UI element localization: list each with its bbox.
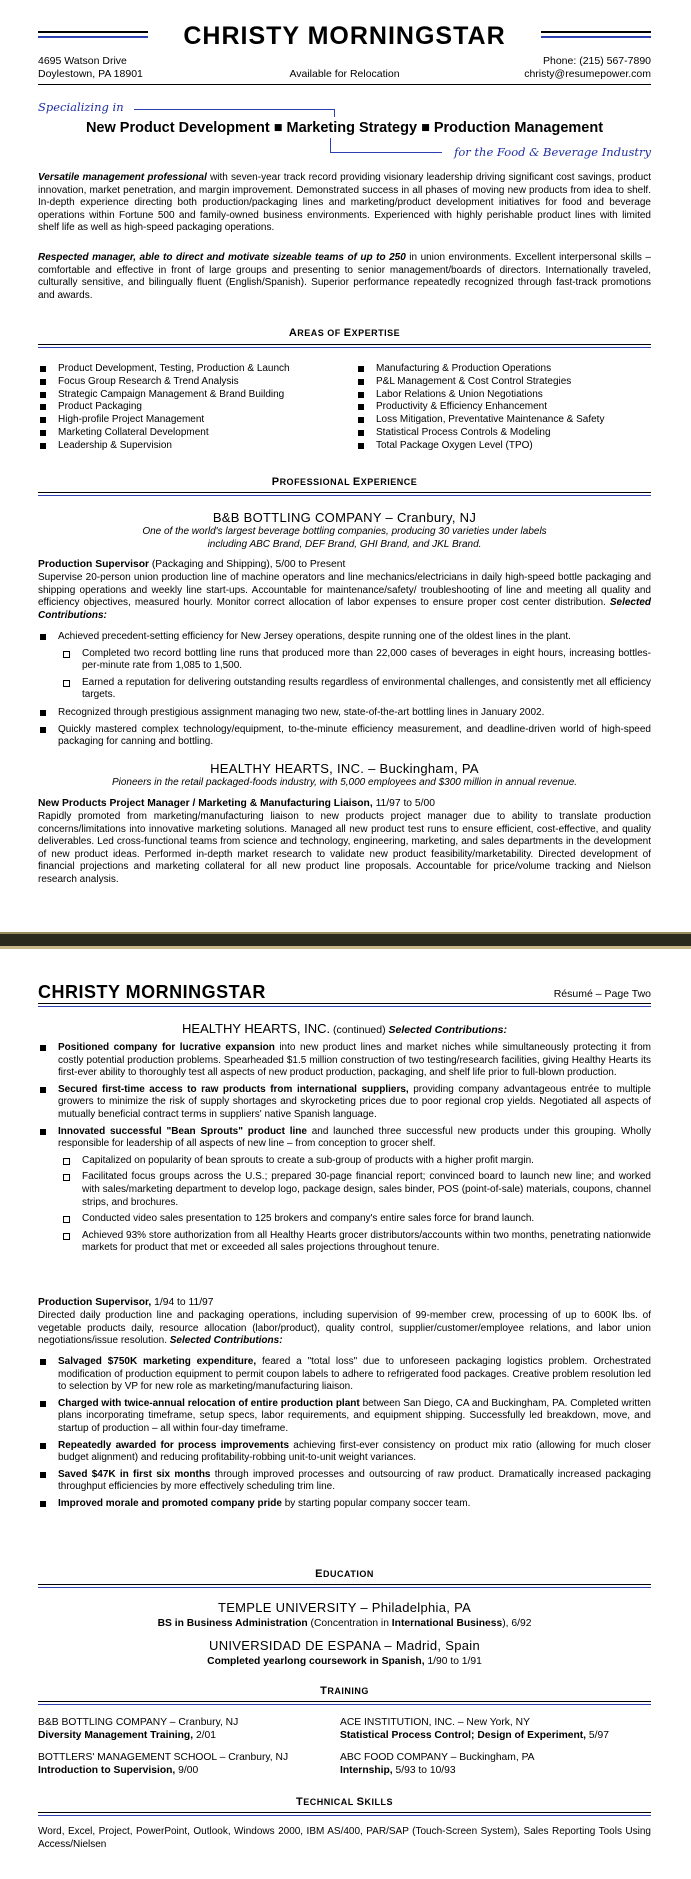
- expertise-item: High-profile Project Management: [38, 414, 338, 427]
- technical-skills-heading: TECHNICAL SKILLS: [296, 1796, 393, 1808]
- bb-role-text: Supervise 20-person union production line of machine operators and line mechanics/electricians in daily high-speed bottle packaging and shipping operations and weekly line start-ups. Accountable for maintenance/safety/ troubleshooting of line and meeting all quality and efficiency objectives, measured hourly. Monitor correct allocation of labor expenses to ensure proper cost center distribution.: [38, 572, 651, 609]
- education-rule: [38, 1584, 651, 1585]
- hh-contrib-3-sub-1: Capitalized on popularity of bean sprouts to create a sub-group of products with a higher profit margin.: [38, 1155, 651, 1168]
- address-line-2: Doylestown, PA 18901: [38, 68, 143, 80]
- bb-company-name: B&B BOTTLING COMPANY – Cranbury, NJ: [212, 510, 477, 525]
- ps-contrib-4: Saved $47K in first six months through improved processes and outsourcing of raw product. Dramatically increased packaging throughput efficiencies by more effectively scheduling trim line.: [38, 1469, 651, 1494]
- spec-item-3: Production Management: [433, 120, 604, 136]
- spec-separator-1: ■: [273, 120, 283, 136]
- candidate-name: CHRISTY MORNINGSTAR: [38, 22, 651, 51]
- experience-blue-rule: [38, 495, 651, 496]
- hh-heading-continued: (continued): [330, 1024, 389, 1036]
- page-separator: [0, 920, 691, 958]
- expertise-item: Productivity & Efficiency Enhancement: [356, 401, 651, 414]
- bb-bullet-3: Quickly mastered complex technology/equipment, to-the-minute efficiency measurement, and deadline-driven world of high-speed packaging for canning and bottling.: [38, 724, 651, 749]
- ps-role-text: Directed daily production line and packaging operations, including supervision of 99-member crew, processing of up to 600K lbs. of vegetable products daily, resource allocation (labor/product), quality control, supplier/customer/employee relations, and labor union negotiations/issue resolution.: [38, 1310, 651, 1347]
- training-org: ABC FOOD COMPANY – Buckingham, PA: [340, 1752, 535, 1763]
- page-two-content: [38, 958, 651, 1879]
- summary-paragraph-2: [38, 252, 651, 302]
- ps-role-dates: 1/94 to 11/97: [151, 1297, 214, 1308]
- bb-bullet-1: Achieved precedent-setting efficiency for New Jersey operations, despite running one of the oldest lines in the plant.: [38, 631, 651, 644]
- training-entry-3: BOTTLERS' MANAGEMENT SCHOOL – Cranbury, NJ Introduction to Supervision, 9/00: [38, 1751, 338, 1777]
- bb-sub-bullet-2: Earned a reputation for delivering outstanding results regardless of environmental challenges, and consistently met all efficiency targets.: [38, 677, 651, 702]
- hh-role: [38, 797, 651, 810]
- page-one-content: [38, 0, 651, 920]
- industry-label: for the Food & Beverage Industry: [454, 145, 651, 159]
- experience-rule: [38, 492, 651, 493]
- bb-company-description: [38, 526, 651, 551]
- ps-contrib-2: Charged with twice-annual relocation of entire production plant between San Diego, CA and Buckingham, PA. Completed written plans incorporating timeframe, setup specs, labor requirements, and equipment shipping. Successfully led breakdown, move, and startup of production – all within four-day timeframe.: [38, 1398, 651, 1436]
- expertise-item: Loss Mitigation, Preventative Maintenance & Safety: [356, 414, 651, 427]
- hh-contrib-3-sub-2: Facilitated focus groups across the U.S.; prepared 30-page financial report; convinced board to launch new line; and worked with sales/marketing department to develop logo, package design, sales binder, POS (point-of-sale) materials, coupons, channel strips, and brochures.: [38, 1171, 651, 1209]
- training-heading: TRAINING: [320, 1685, 369, 1697]
- technical-skills-blue-rule: [38, 1815, 651, 1816]
- hh-contrib-3-sub-3: Conducted video sales presentation to 125 brokers and company's entire sales force for brand launch.: [38, 1213, 651, 1226]
- hh-continued-heading: [38, 1020, 651, 1038]
- summary-text-1: with seven-year track record providing visionary leadership driving significant cost savings, product innovation, market penetration, and margin improvement. Demonstrated success in all phases of moving new products from idea to shelf. In-depth experience directing both production/packaging lines and marketing/product development initiatives for food and beverage operations within Fortune 500 and family-owned business environments. Experienced with highly perishable product lines with limited shelf life as well as high-speed packaging operations.: [38, 172, 652, 234]
- expertise-item: Total Package Oxygen Level (TPO): [356, 440, 651, 453]
- specializing-label: Specializing in: [38, 100, 124, 114]
- expertise-item: Statistical Process Controls & Modeling: [356, 427, 651, 440]
- hh-role-dates: 11/97 to 5/00: [372, 798, 435, 809]
- ps-contributions: [38, 1356, 651, 1511]
- bb-role-dates: (Packaging and Shipping), 5/00 to Present: [149, 559, 346, 570]
- expertise-column-left: [38, 363, 338, 453]
- expertise-item: Product Development, Testing, Production & Launch: [38, 363, 338, 376]
- specialization-list: [38, 120, 651, 136]
- resume-page-two: [0, 958, 691, 1879]
- spec-separator-2: ■: [421, 120, 430, 136]
- bb-role-title: Production Supervisor: [38, 559, 149, 570]
- address-block: [38, 55, 143, 81]
- relocation-note: Available for Relocation: [289, 68, 400, 80]
- summary-text-2: in union environments. Excellent interpersonal skills – comfortable and effective in front of large groups and presenting to senior management/boards of directors. Internationally traveled, culturally sensitive, and bilingually fluent (English/Spanish). Superior performance repeatedly recognized through fast-track promotions and awards.: [38, 252, 651, 301]
- experience-heading: PROFESSIONAL EXPERIENCE: [271, 476, 418, 488]
- training-org: B&B BOTTLING COMPANY – Cranbury, NJ: [38, 1717, 239, 1728]
- hh-contrib-1: Positioned company for lucrative expansion into new product lines and market niches while simultaneously protecting it from costly potential production problems. Spearheaded $1.5 million construction of two testing/research facilities, giving Healthy Hearts its first-ever ability to thoroughly test all aspects of new product production, packaging, and shelf life prior to full-blown production.: [38, 1042, 651, 1080]
- page-two-name: CHRISTY MORNINGSTAR: [38, 982, 266, 1002]
- training-org: BOTTLERS' MANAGEMENT SCHOOL – Cranbury, NJ: [38, 1752, 289, 1763]
- page-separator-band: [0, 932, 691, 949]
- summary-paragraph-1: [38, 172, 651, 235]
- education-degree-1: BS in Business Administration (Concentration in International Business), 6/92: [157, 1618, 532, 1629]
- expertise-heading: AREAS OF EXPERTISE: [288, 327, 401, 339]
- expertise-item: Marketing Collateral Development: [38, 427, 338, 440]
- bb-desc-line-2: including ABC Brand, DEF Brand, GHI Brand, and JKL Brand.: [207, 538, 482, 550]
- resume-page-one: [0, 0, 691, 920]
- expertise-rule: [38, 344, 651, 345]
- bb-sub-bullet-1: Completed two record bottling line runs that produced more than 22,000 cases of beverages in eight hours, increasing bottles-per-minute rate from 1,085 to 1,500.: [38, 648, 651, 673]
- hh-contrib-3-sub-4: Achieved 93% store authorization from all Healthy Hearts grocer distributors/accounts within two months, penetrating nationwide markets for product that met or exceeded all sales projections throughout tenure.: [38, 1230, 651, 1255]
- hh-heading-contrib: Selected Contributions:: [388, 1024, 507, 1036]
- expertise-item: Manufacturing & Production Operations: [356, 363, 651, 376]
- expertise-item: P&L Management & Cost Control Strategies: [356, 376, 651, 389]
- bb-contrib-label: Selected Contributions:: [38, 597, 651, 621]
- contact-block: [524, 55, 651, 81]
- bb-role-description: [38, 572, 651, 622]
- hh-contributions: [38, 1042, 651, 1255]
- specializing-connector-drop: [334, 109, 335, 117]
- bb-bullet-2: Recognized through prestigious assignment managing two new, state-of-the-art bottling lines in January 2002.: [38, 707, 651, 720]
- spec-item-1: New Product Development: [85, 120, 270, 136]
- ps-contrib-1: Salvaged $750K marketing expenditure, feared a "total loss" due to unforeseen packaging logistics problem. Orchestrated modification of production equipment to permit coupon labels to adhere to refrigerated food packages. Creative problem resolution led to selection by VP for new role as marketing/manufacturing liaison.: [38, 1356, 651, 1394]
- ps-role-title: Production Supervisor,: [38, 1297, 152, 1308]
- bb-contributions: [38, 631, 651, 749]
- expertise-item: Product Packaging: [38, 401, 338, 414]
- page-two-rule: [38, 1003, 651, 1004]
- spec-item-2: Marketing Strategy: [286, 120, 418, 136]
- education-degree-2: Completed yearlong coursework in Spanish, 1/90 to 1/91: [207, 1656, 482, 1667]
- training-org: ACE INSTITUTION, INC. – New York, NY: [340, 1717, 530, 1728]
- expertise-item: Leadership & Supervision: [38, 440, 338, 453]
- training-rule: [38, 1701, 651, 1702]
- technical-skills-rule: [38, 1812, 651, 1813]
- address-line-1: 4695 Watson Drive: [38, 55, 127, 67]
- hh-heading-company: HEALTHY HEARTS, INC.: [182, 1021, 331, 1036]
- page-two-blue-rule: [38, 1006, 651, 1007]
- page-two-label: Résumé – Page Two: [553, 988, 651, 1000]
- industry-connector: [330, 152, 442, 153]
- education-heading: EDUCATION: [315, 1568, 374, 1580]
- technical-skills-list: Word, Excel, Project, PowerPoint, Outlook, Windows 2000, IBM AS/400, PAR/SAP (Touch-Screen System), Sales Reporting Tools Using Access/Nielsen: [38, 1826, 651, 1850]
- education-school-2: UNIVERSIDAD DE ESPANA – Madrid, Spain: [209, 1638, 480, 1653]
- ps-contrib-3: Repeatedly awarded for process improvements achieving first-ever consistency on product mix ratio (allowing for much closer budget alignment) and reducing profitability-robbing unit-to-unit weight variances.: [38, 1440, 651, 1465]
- expertise-item: Labor Relations & Union Negotiations: [356, 389, 651, 402]
- expertise-item: Focus Group Research & Trend Analysis: [38, 376, 338, 389]
- phone: Phone: (215) 567-7890: [543, 55, 651, 67]
- summary-lead-1: Versatile management professional: [38, 172, 207, 183]
- ps-contrib-label: Selected Contributions:: [169, 1335, 283, 1347]
- hh-role-title: New Products Project Manager / Marketing & Manufacturing Liaison,: [38, 798, 373, 809]
- training-entry-1: B&B BOTTLING COMPANY – Cranbury, NJ Diversity Management Training, 2/01: [38, 1716, 338, 1742]
- hh-company-name: HEALTHY HEARTS, INC. – Buckingham, PA: [210, 761, 479, 776]
- education-blue-rule: [38, 1587, 651, 1588]
- industry-connector-drop: [330, 138, 331, 152]
- ps-contrib-5: Improved morale and promoted company pride by starting popular company soccer team.: [38, 1498, 651, 1511]
- training-entry-2: ACE INSTITUTION, INC. – New York, NY Statistical Process Control; Design of Experiment, 5/97: [340, 1716, 651, 1742]
- expertise-column-right: [356, 363, 651, 453]
- training-entry-4: ABC FOOD COMPANY – Buckingham, PA Internship, 5/93 to 10/93: [340, 1751, 651, 1777]
- specializing-connector-top: [134, 109, 334, 110]
- education-school-1: TEMPLE UNIVERSITY – Philadelphia, PA: [217, 1600, 472, 1615]
- hh-contrib-2: Secured first-time access to raw products from international suppliers, providing company advantageous entrée to multiple growers to minimize the risk of supply shortages and skyrocketing prices due to poor regional crop yields. Negotiated all aspects of mutually beneficial contract terms in suppliers' native Spanish language.: [38, 1084, 651, 1122]
- header-divider: [38, 84, 651, 85]
- ps-role: [38, 1296, 651, 1309]
- expertise-blue-rule: [38, 347, 651, 348]
- bb-desc-line-1: One of the world's largest beverage bottling companies, producing 30 varieties under labels: [142, 526, 547, 537]
- expertise-item: Strategic Campaign Management & Brand Building: [38, 389, 338, 402]
- hh-contrib-3: Innovated successful "Bean Sprouts" product line and launched three successful new products under this grouping. Wholly responsible for leadership of all aspects of new line – from conception to grocer shelf.: [38, 1126, 651, 1151]
- ps-role-description: [38, 1310, 651, 1348]
- training-blue-rule: [38, 1704, 651, 1705]
- bb-role: [38, 558, 651, 571]
- hh-role-description: Rapidly promoted from marketing/manufacturing liaison to new products project manager due to ability to translate production concerns/limitations into innovative marketing solutions. Managed all new product test runs to ensure efficient, cost-effective, and quality deliverables. Led cross-functional teams from science and technology, engineering, marketing, and sales departments in the development of new product ideas. Performed in-depth market research to validate new product feasibility/marketability. Directed development of financial projections and marketing collateral for all new product line proposals. Accountable for price/volume tracking and Nielson research analysis.: [38, 811, 651, 885]
- email[interactable]: christy@resumepower.com: [524, 68, 651, 80]
- summary-lead-2: Respected manager, able to direct and motivate sizeable teams of up to 250: [38, 252, 406, 263]
- hh-company-description: Pioneers in the retail packaged-foods industry, with 5,000 employees and $300 million in annual revenue.: [111, 777, 578, 788]
